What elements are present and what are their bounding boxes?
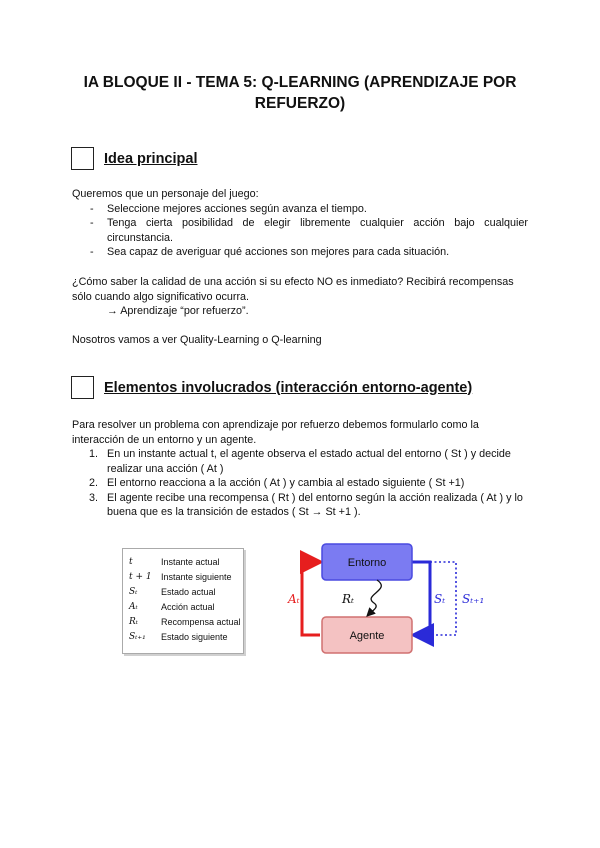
- closing-text: Nosotros vamos a ver Quality-Learning o Q-learning: [72, 334, 322, 346]
- checkbox[interactable]: [71, 376, 94, 399]
- step-text: El entorno reacciona a la acción ( At ) y cambia al estado siguiente ( St +1): [107, 477, 465, 489]
- document-title: IA BLOQUE II - TEMA 5: Q-LEARNING (APRENDIZAJE POR REFUERZO): [83, 74, 517, 112]
- list-item: - Sea capaz de averiguar qué acciones son mejores para cada situación.: [72, 245, 528, 260]
- legend-row: [129, 617, 241, 627]
- reward-arrow: [368, 580, 381, 615]
- step-text: El agente recibe una recompensa ( Rt ) del entorno según la acción realizada ( At ) y lo buena que es la transición de estados ( St → St +1 ).: [107, 491, 523, 518]
- agent-label: Agente: [349, 630, 385, 642]
- legend-label: Estado siguiente: [161, 632, 228, 642]
- legend-symbol: Aₜ: [129, 602, 138, 612]
- section-elementos: [71, 376, 472, 399]
- next-state-label: Sₜ₊₁: [462, 592, 485, 606]
- arrow-note: → Aprendizaje “por refuerzo”.: [107, 305, 249, 317]
- intro-text: Queremos que un personaje del juego:: [72, 188, 259, 200]
- steps-list: [72, 447, 528, 520]
- bullet-list: [72, 202, 528, 260]
- step-number: 2.: [89, 477, 99, 489]
- legend-label: Estado actual: [161, 587, 216, 597]
- legend-label: Recompensa actual: [161, 617, 241, 627]
- legend-symbol: Sₜ: [129, 587, 138, 597]
- list-item: [72, 491, 528, 520]
- step-number: 3.: [89, 491, 99, 504]
- action-arrow: [302, 562, 320, 635]
- action-label: Aₜ: [288, 592, 300, 606]
- legend-row: [129, 587, 241, 597]
- checkbox[interactable]: [71, 147, 94, 170]
- legend-symbol: Rₜ: [129, 617, 138, 627]
- legend-label: Instante siguiente: [161, 572, 232, 582]
- question-text: ¿Cómo saber la calidad de una acción si su efecto NO es inmediato? Recibirá recompensas sólo cuando algo significativo ocurra.: [72, 276, 514, 303]
- intro-block: [72, 187, 528, 260]
- legend-symbol: t: [129, 557, 133, 567]
- question-block: [72, 275, 528, 319]
- section-idea-principal: [71, 147, 197, 170]
- legend-label: Instante actual: [161, 557, 220, 567]
- step-text: En un instante actual t, el agente observa el estado actual del entorno ( St ) y decide realizar una acción ( At ): [107, 448, 511, 475]
- legend-row: [129, 572, 241, 582]
- environment-label: Entorno: [347, 557, 387, 569]
- list-item: - Seleccione mejores acciones según avanza el tiempo.: [72, 202, 528, 217]
- steps-intro: Para resolver un problema con aprendizaje por refuerzo debemos formularlo como la interacción de un entorno y un agente.: [72, 419, 479, 446]
- section-heading: Idea principal: [104, 150, 198, 167]
- list-item: [72, 476, 528, 491]
- legend-row: [129, 602, 241, 612]
- state-arrow: [412, 562, 430, 635]
- legend-row: [129, 632, 241, 642]
- legend-label: Acción actual: [161, 602, 215, 612]
- legend-symbol: t + 1: [129, 572, 152, 582]
- rl-loop-diagram: [282, 535, 502, 660]
- list-item: [72, 447, 528, 476]
- legend-row: [129, 557, 241, 567]
- state-label: Sₜ: [434, 592, 446, 606]
- steps-block: [72, 418, 528, 520]
- legend-symbol: Sₜ₊₁: [129, 632, 146, 642]
- reward-label: Rₜ: [342, 592, 354, 606]
- list-item: - Tenga cierta posibilidad de elegir libremente cualquier acción bajo cualquier circunstancia.: [72, 216, 528, 245]
- legend-table: [122, 548, 244, 654]
- section-heading: Elementos involucrados (interacción entorno-agente): [104, 379, 473, 396]
- step-number: 1.: [89, 448, 99, 460]
